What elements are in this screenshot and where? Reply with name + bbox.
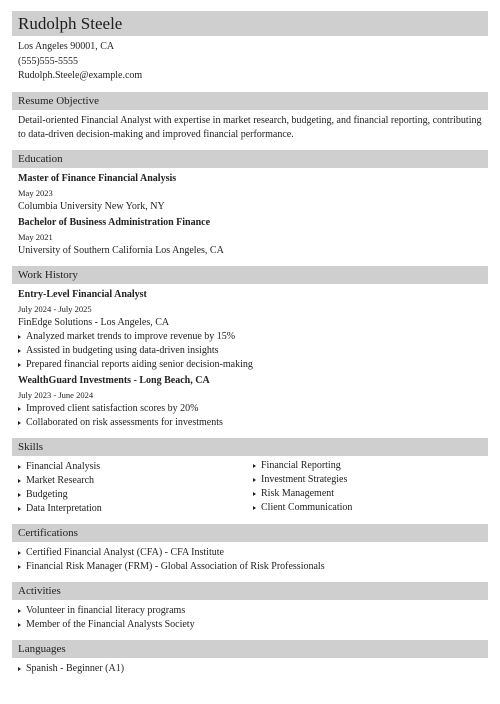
skill-item: Financial Reporting [253, 459, 488, 473]
section-header-languages: Languages [12, 640, 488, 658]
activities-section [12, 604, 488, 632]
job-date: July 2023 - June 2024 [18, 389, 94, 400]
job-entry [18, 374, 488, 430]
languages-section [12, 662, 488, 676]
certifications-section [12, 546, 488, 574]
job-entry [18, 288, 488, 372]
section-header-skills: Skills [12, 438, 488, 456]
skill-item: Budgeting [18, 488, 253, 502]
contact-info [12, 40, 488, 84]
education-entry [18, 172, 488, 214]
list-item: Improved client satisfaction scores by 20% [18, 402, 488, 416]
school-name: Columbia University New York, NY [18, 200, 165, 212]
education-entry [18, 216, 488, 258]
section-header-objective: Resume Objective [12, 92, 488, 110]
list-item: Assisted in budgeting using data-driven insights [18, 344, 488, 358]
job-company: FinEdge Solutions - Los Angeles, CA [18, 316, 170, 328]
section-header-certifications: Certifications [12, 524, 488, 542]
list-item: Volunteer in financial literacy programs [18, 604, 488, 618]
degree-title: Master of Finance Financial Analysis [18, 172, 177, 184]
skill-item: Investment Strategies [253, 473, 488, 487]
resume-page [12, 11, 488, 676]
degree-date: May 2021 [18, 231, 53, 242]
contact-address: Los Angeles 90001, CA [18, 41, 115, 52]
list-item: Collaborated on risk assessments for investments [18, 416, 488, 430]
contact-phone: (555)555-5555 [18, 55, 78, 67]
degree-date: May 2023 [18, 187, 53, 198]
job-title: WealthGuard Investments - Long Beach, CA [18, 374, 210, 386]
candidate-name: Rudolph Steele [12, 11, 488, 36]
skills-column-left [18, 460, 253, 516]
list-item: Prepared financial reports aiding senior decision-making [18, 358, 488, 372]
skill-item: Data Interpretation [18, 502, 253, 516]
section-header-work-history: Work History [12, 266, 488, 284]
job-bullets [18, 402, 488, 430]
job-title: Entry-Level Financial Analyst [18, 288, 147, 300]
list-item: Spanish - Beginner (A1) [18, 662, 488, 676]
list-item: Member of the Financial Analysts Society [18, 618, 488, 632]
skill-item: Client Communication [253, 501, 488, 515]
skills-column-right [253, 459, 488, 516]
skill-item: Risk Management [253, 487, 488, 501]
education-section [12, 172, 488, 258]
job-bullets [18, 330, 488, 372]
degree-title: Bachelor of Business Administration Finance [18, 216, 211, 228]
skills-section [12, 460, 488, 516]
list-item: Analyzed market trends to improve revenue by 15% [18, 330, 488, 344]
activities-list [18, 604, 488, 632]
skill-item: Financial Analysis [18, 460, 253, 474]
section-header-education: Education [12, 150, 488, 168]
school-name: University of Southern California Los Angeles, CA [18, 244, 224, 256]
skill-item: Market Research [18, 474, 253, 488]
job-date: July 2024 - July 2025 [18, 303, 92, 314]
contact-email: Rudolph.Steele@example.com [18, 70, 143, 81]
section-header-activities: Activities [12, 582, 488, 600]
languages-list [18, 662, 488, 676]
certifications-list [18, 546, 488, 574]
work-history-section [12, 288, 488, 430]
objective-text: Detail-oriented Financial Analyst with expertise in market research, budgeting, and financial reporting, contributing to data-driven decision-making and improved financial performance. [18, 114, 482, 140]
list-item: Financial Risk Manager (FRM) - Global Association of Risk Professionals [18, 560, 488, 574]
list-item: Certified Financial Analyst (CFA) - CFA Institute [18, 546, 488, 560]
